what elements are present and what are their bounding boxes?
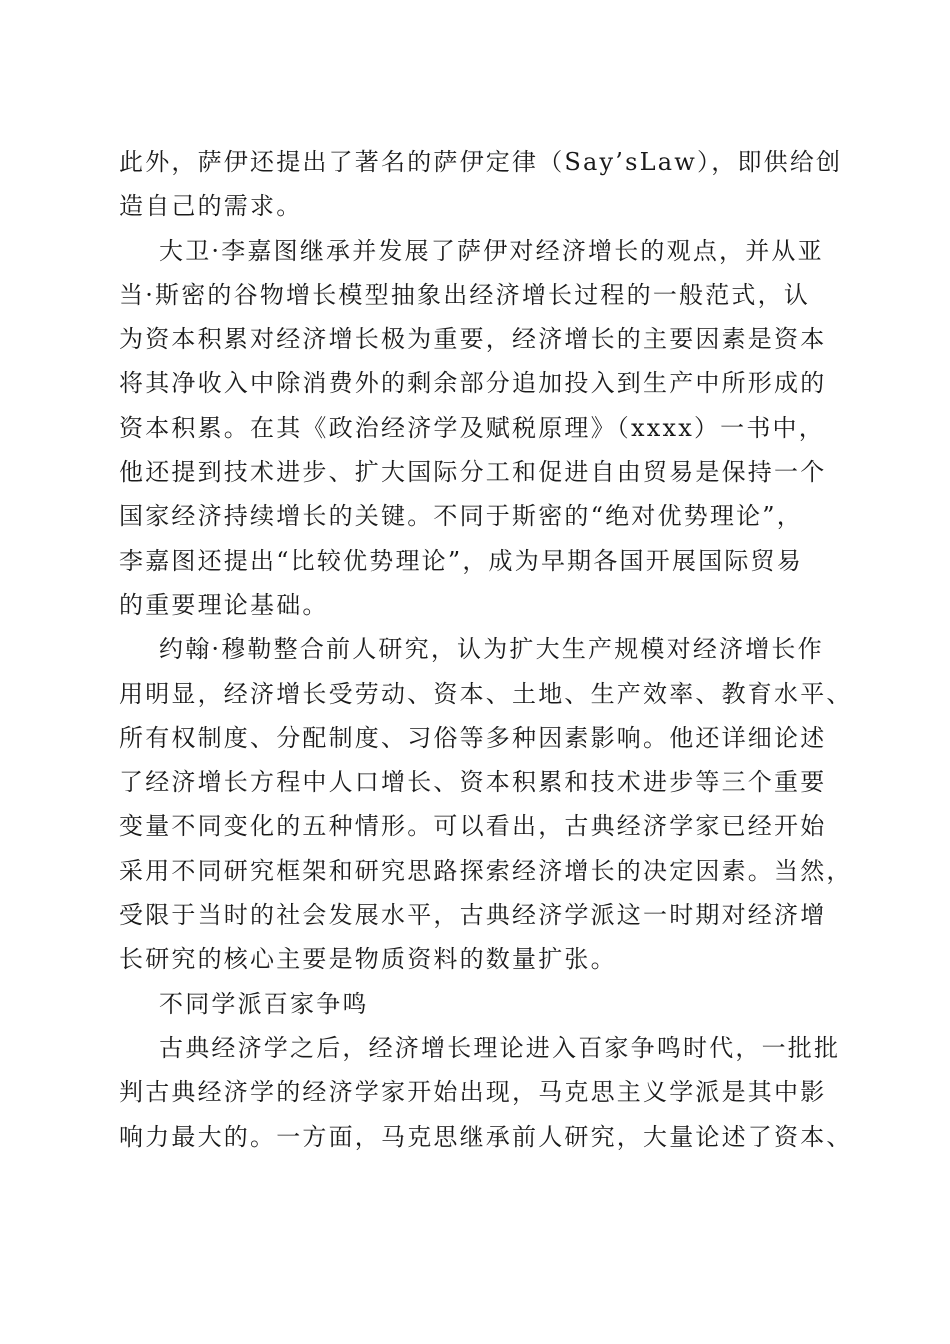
text-line: 李嘉图还提出“比较优势理论”，成为早期各国开展国际贸易 [119, 546, 803, 575]
text-line: 此外，萨伊还提出了著名的萨伊定律（Say’sLaw），即供给创 [119, 148, 843, 176]
text-line: 为资本积累对经济增长极为重要，经济增长的主要因素是资本 [119, 325, 827, 354]
text-line: 了经济增长方程中人口增长、资本积累和技术进步等三个重要 [119, 768, 827, 797]
text-line: 判古典经济学的经济学家开始出现，马克思主义学派是其中影 [119, 1078, 827, 1107]
paragraph-start-line: 古典经济学之后，经济增长理论进入百家争鸣时代，一批批 [159, 1033, 841, 1062]
text-line: 采用不同研究框架和研究思路探索经济增长的决定因素。当然， [119, 856, 853, 885]
text-line: 用明显，经济增长受劳动、资本、土地、生产效率、教育水平、 [119, 679, 853, 708]
text-line: 响力最大的。一方面，马克思继承前人研究，大量论述了资本、 [119, 1122, 853, 1151]
text-line: 受限于当时的社会发展水平，古典经济学派这一时期对经济增 [119, 901, 827, 930]
paragraph-start-line: 大卫·李嘉图继承并发展了萨伊对经济增长的观点，并从亚 [159, 236, 824, 265]
text-line: 将其净收入中除消费外的剩余部分追加投入到生产中所形成的 [119, 369, 827, 398]
text-line: 资本积累。在其《政治经济学及赋税原理》（xxxx）一书中， [119, 413, 825, 442]
text-line: 当·斯密的谷物增长模型抽象出经济增长过程的一般范式，认 [119, 280, 811, 309]
text-line: 造自己的需求。 [119, 192, 303, 221]
body-text [119, 140, 853, 1159]
text-line: 变量不同变化的五种情形。可以看出，古典经济学家已经开始 [119, 812, 827, 841]
paragraph-start-line: 约翰·穆勒整合前人研究，认为扩大生产规模对经济增长作 [159, 635, 824, 664]
section-heading: 不同学派百家争鸣 [159, 989, 369, 1018]
text-line: 他还提到技术进步、扩大国际分工和促进自由贸易是保持一个 [119, 458, 827, 487]
text-line: 的重要理论基础。 [119, 590, 329, 619]
text-line: 所有权制度、分配制度、习俗等多种因素影响。他还详细论述 [119, 723, 827, 752]
text-line: 国家经济持续增长的关键。不同于斯密的“绝对优势理论”， [119, 502, 803, 531]
text-line: 长研究的核心主要是物质资料的数量扩张。 [119, 945, 617, 974]
